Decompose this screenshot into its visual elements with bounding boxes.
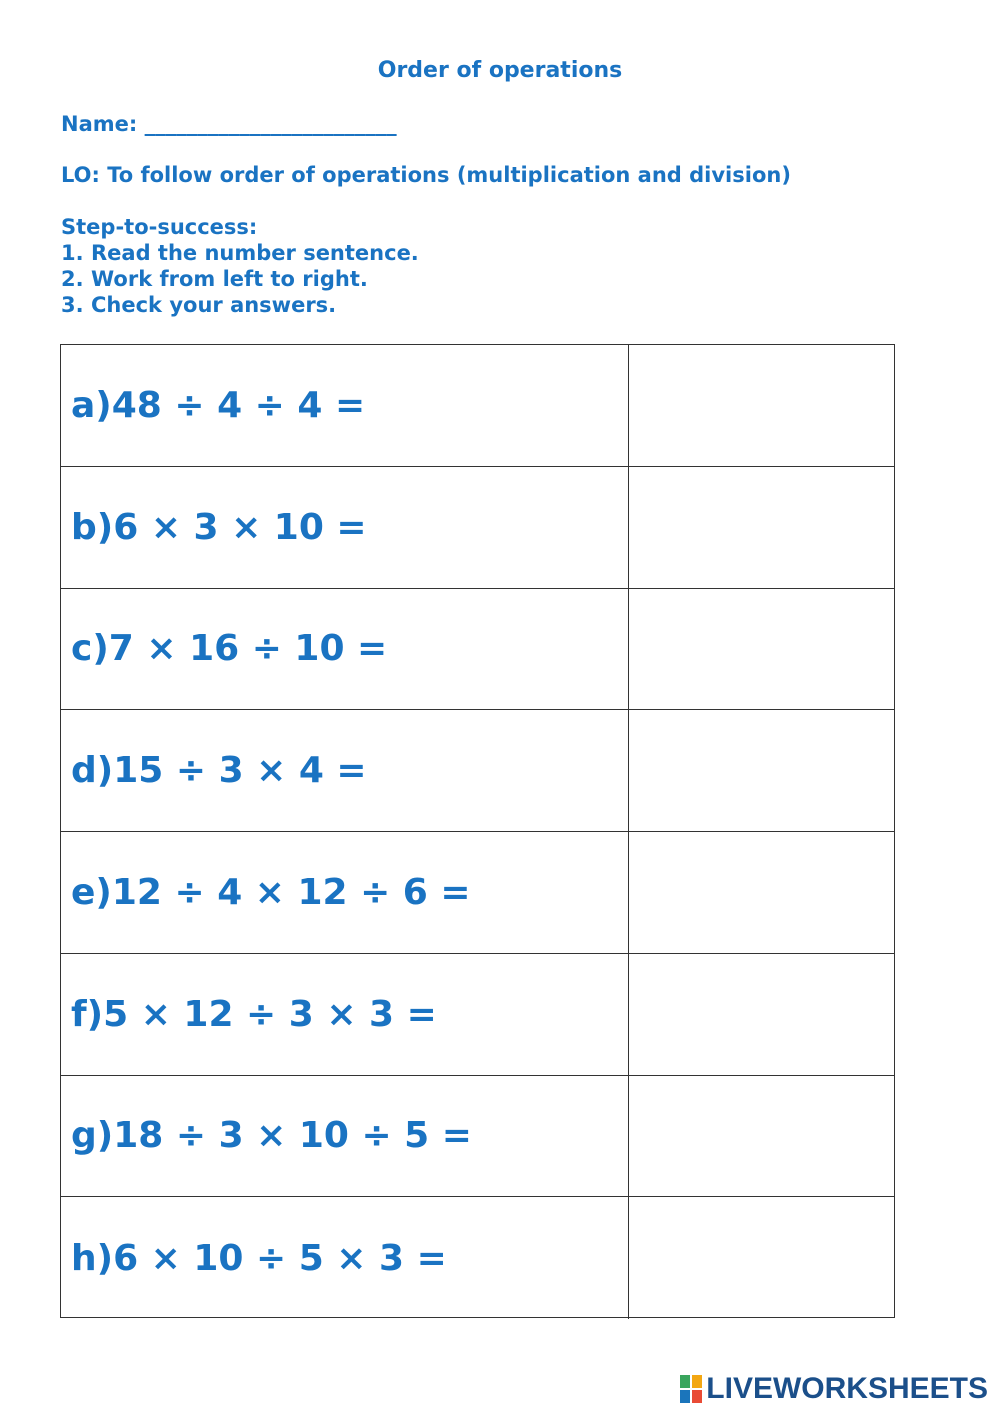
answer-box[interactable]: [629, 467, 894, 588]
question-label: d): [71, 750, 114, 792]
question-expression: 5 × 12 ÷ 3 × 3 =: [103, 993, 437, 1035]
question-cell: [61, 589, 629, 710]
answer-box[interactable]: [629, 710, 894, 831]
question-expression: 6 × 3 × 10 =: [113, 506, 367, 548]
question-expression: 7 × 16 ÷ 10 =: [108, 628, 388, 670]
question-label: g): [71, 1115, 114, 1157]
step-item: [61, 266, 419, 292]
question-expression: 12 ÷ 4 × 12 ÷ 6 =: [111, 871, 471, 913]
step-item: [61, 240, 419, 266]
table-row: [61, 589, 894, 711]
question-cell: [61, 467, 629, 588]
question-label: f): [71, 993, 104, 1035]
answer-box[interactable]: [629, 1076, 894, 1197]
question-label: c): [71, 628, 109, 670]
liveworksheets-logo-icon: [680, 1375, 702, 1403]
step-number: 2.: [61, 267, 84, 291]
question-expression: 15 ÷ 3 × 4 =: [113, 750, 367, 792]
table-row: [61, 710, 894, 832]
steps-heading: Step-to-success:: [61, 215, 258, 239]
step-number: 1.: [61, 241, 84, 265]
page-title: Order of operations: [377, 58, 623, 83]
answer-box[interactable]: [629, 589, 894, 710]
question-label: b): [71, 506, 114, 548]
table-row: [61, 954, 894, 1076]
question-cell: [61, 1076, 629, 1197]
learning-objective: LO: To follow order of operations (multiplication and division): [61, 163, 791, 187]
name-label: Name:: [61, 112, 138, 136]
question-cell: [61, 1197, 629, 1319]
answer-box[interactable]: [629, 1197, 894, 1319]
question-expression: 18 ÷ 3 × 10 ÷ 5 =: [113, 1115, 472, 1157]
step-text: Check your answers.: [91, 293, 337, 317]
questions-table: [60, 344, 895, 1318]
step-text: Read the number sentence.: [91, 241, 419, 265]
question-label: e): [71, 871, 112, 913]
name-blank-line: ________________________: [144, 112, 397, 136]
question-cell: [61, 710, 629, 831]
question-cell: [61, 832, 629, 953]
step-text: Work from left to right.: [91, 267, 368, 291]
liveworksheets-logo: [680, 1372, 988, 1406]
answer-box[interactable]: [629, 954, 894, 1075]
table-row: [61, 832, 894, 954]
answer-box[interactable]: [629, 832, 894, 953]
question-expression: 48 ÷ 4 ÷ 4 =: [111, 384, 366, 426]
table-row: [61, 467, 894, 589]
logo-wordmark: LIVEWORKSHEETS: [706, 1372, 988, 1405]
question-expression: 6 × 10 ÷ 5 × 3 =: [113, 1237, 447, 1279]
answer-box[interactable]: [629, 345, 894, 466]
step-number: 3.: [61, 293, 84, 317]
table-row: [61, 345, 894, 467]
steps-to-success: [61, 214, 419, 318]
table-row: [61, 1197, 894, 1319]
step-item: [61, 292, 419, 318]
question-label: a): [71, 384, 112, 426]
question-label: h): [71, 1237, 114, 1279]
question-cell: [61, 954, 629, 1075]
name-row: [61, 112, 397, 136]
table-row: [61, 1076, 894, 1198]
question-cell: [61, 345, 629, 466]
